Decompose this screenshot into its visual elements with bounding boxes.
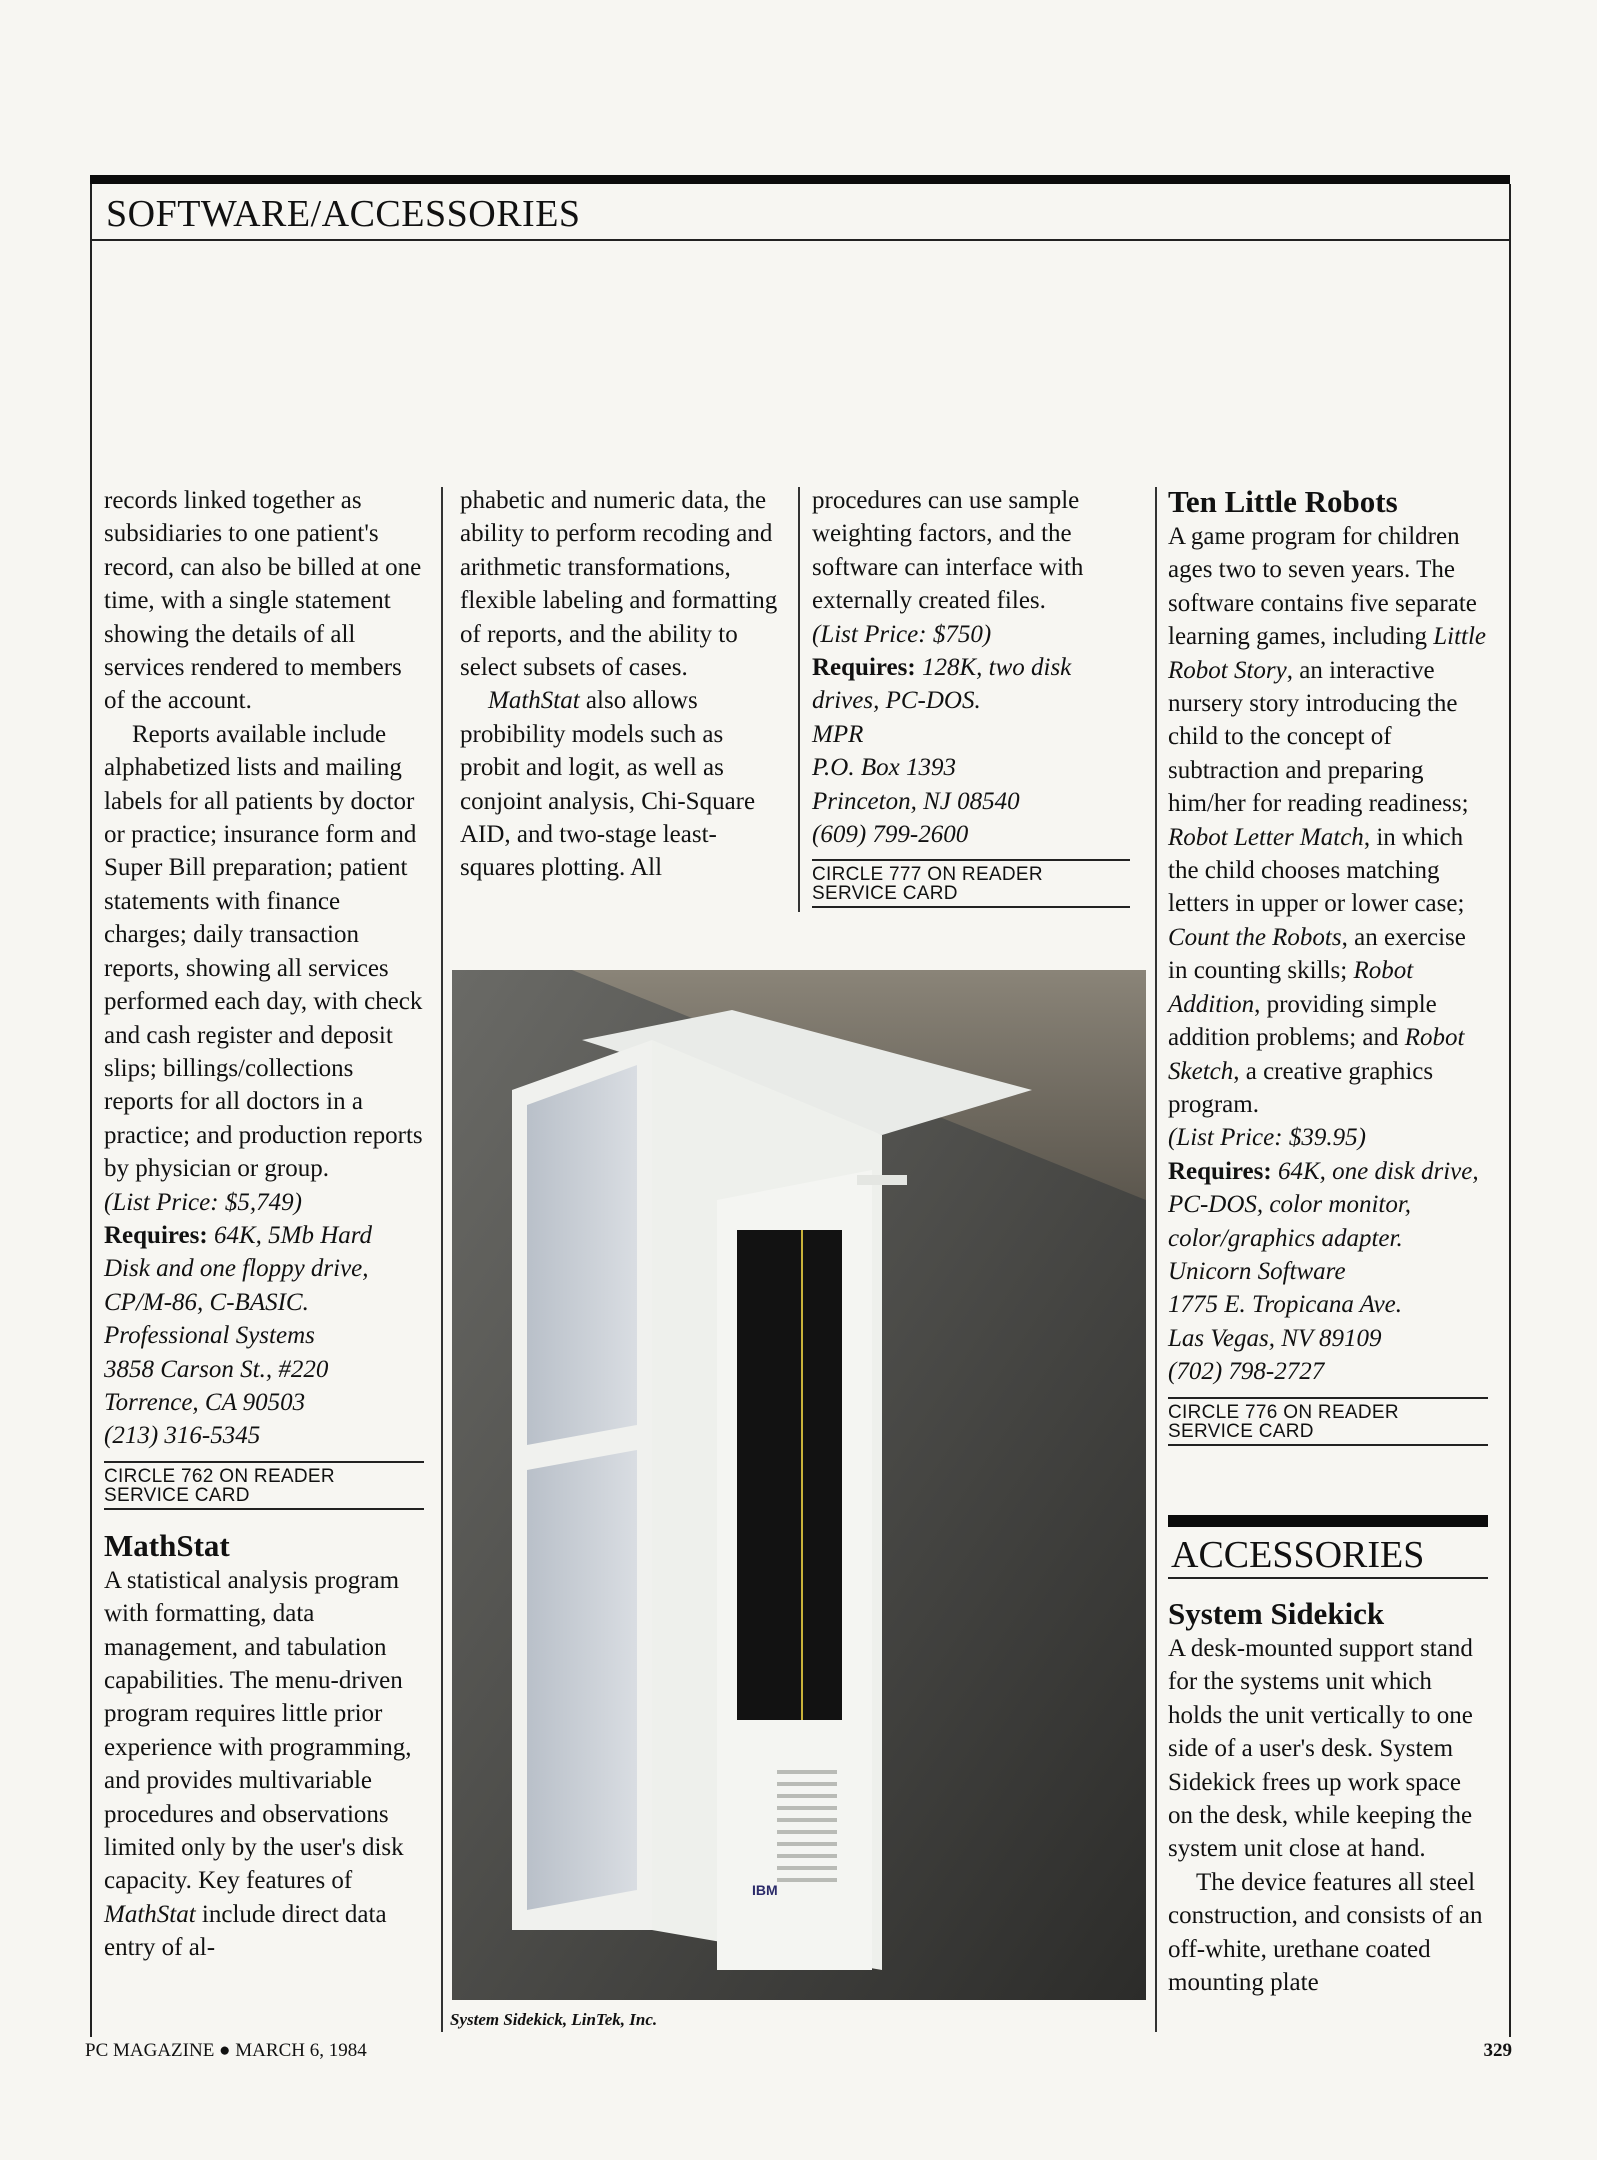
product-title: System Sidekick — [1168, 1596, 1385, 1631]
side-panel-upper — [527, 1065, 637, 1445]
side-panel-lower — [527, 1450, 637, 1910]
vendor-address: Las Vegas, NV 89109 — [1168, 1324, 1382, 1352]
support-rod — [857, 1175, 907, 1185]
vendor-address: Princeton, NJ 08540 — [812, 787, 1020, 815]
photo-caption: System Sidekick, LinTek, Inc. — [450, 2010, 658, 2029]
ibm-badge: IBM — [752, 1882, 778, 1898]
column-4 — [1168, 484, 1488, 1446]
reader-service-note: CIRCLE 762 ON READER SERVICE CARD — [104, 1461, 424, 1510]
system-sidekick-illustration — [452, 970, 1146, 2000]
requirements: Requires: 128K, two disk drives, PC-DOS. — [812, 654, 1072, 715]
vendor-address: 3858 Carson St., #220 — [104, 1355, 329, 1383]
vendor-address: Torrence, CA 90503 — [104, 1388, 306, 1416]
accessories-rule — [1168, 1515, 1488, 1527]
body-paragraph: phabetic and numeric data, the ability to perform recoding and arithmetic transformations, flexible labeling and formatting of reports, and the ability to select subsets of cases. — [460, 487, 778, 682]
body-paragraph: Reports available include alphabetized lists and mailing labels for all patients by doctor or practice; insurance form and Super Bill preparation; patient statements with finance charges; daily transaction reports, showing all services performed each day, with check and cash register and deposit slips; billings/collections reports for all doctors in a practice; and production reports by physician or group. — [104, 720, 423, 1183]
column-divider — [441, 487, 443, 2032]
body-paragraph: A statistical analysis program with formatting, data management, and tabulation capabilities. The menu-driven program requires little prior experience with programming, and provides multivariable procedures and observations limited only by the user's disk capacity. Key features of MathStat include direct data entry of al- — [104, 1566, 412, 1962]
product-title: MathStat — [104, 1527, 230, 1563]
body-paragraph: A desk-mounted support stand for the systems unit which holds the unit vertically to one side of a user's desk. System Sidekick frees up work space on the desk, while keeping the system unit close at hand. — [1168, 1635, 1473, 1863]
body-paragraph: procedures can use sample weighting factors, and the software can interface with externally created files. — [812, 487, 1084, 615]
top-rule — [90, 175, 1510, 184]
list-price: (List Price: $39.95) — [1168, 1124, 1366, 1152]
column-divider — [1155, 487, 1157, 2032]
page-number: 329 — [1483, 2040, 1512, 2061]
accessories-column — [1168, 1596, 1488, 1999]
product-title: Ten Little Robots — [1168, 484, 1398, 519]
footer-publication: PC MAGAZINE ● MARCH 6, 1984 — [85, 2040, 367, 2061]
vendor-name: Unicorn Software — [1168, 1257, 1346, 1285]
body-paragraph: The device features all steel construction, and consists of an off-white, urethane coated mounting plate — [1168, 1868, 1483, 1997]
accessories-header — [1168, 1527, 1488, 1579]
column-1 — [104, 484, 424, 1965]
vendor-phone: (213) 316-5345 — [104, 1422, 261, 1450]
accessories-title: ACCESSORIES — [1171, 1534, 1425, 1576]
reader-service-note: CIRCLE 777 ON READER SERVICE CARD — [812, 859, 1130, 908]
body-paragraph: A game program for children ages two to seven years. The software contains five separate learning games, including Little Robot Story, an interactive nursery story introducing the child to the concept of subtraction and preparing him/her for reading readiness; Robot Letter Match, in which the child chooses matching letters in upper or lower case; Count the Robots, an exercise in counting skills; Robot Addition, providing simple addition problems; and Robot Sketch, a creative graphics program. — [1168, 523, 1487, 1118]
requirements: Requires: 64K, 5Mb Hard Disk and one floppy drive, CP/M-86, C-BASIC. — [104, 1221, 373, 1316]
vendor-phone: (702) 798-2727 — [1168, 1358, 1325, 1386]
list-price: (List Price: $5,749) — [104, 1188, 302, 1216]
vendor-name: Professional Systems — [104, 1322, 315, 1350]
vendor-address: 1775 E. Tropicana Ave. — [1168, 1291, 1403, 1319]
section-title: SOFTWARE/ACCESSORIES — [106, 193, 581, 235]
section-header — [90, 184, 1510, 241]
body-paragraph: MathStat also allows probibility models such as probit and logit, as well as conjoint analysis, Chi-Square AID, and two-stage least-squares plotting. All — [460, 687, 756, 882]
requirements: Requires: 64K, one disk drive, PC-DOS, color monitor, color/graphics adapter. — [1168, 1157, 1479, 1252]
vendor-address: P.O. Box 1393 — [812, 754, 956, 782]
vendor-name: MPR — [812, 720, 864, 748]
list-price: (List Price: $750) — [812, 620, 992, 648]
column-2 — [460, 484, 778, 885]
body-paragraph: records linked together as subsidiaries to one patient's record, can also be billed at one time, with a single statement showing the details of all services rendered to members of the account. — [104, 487, 422, 715]
reader-service-note: CIRCLE 776 ON READER SERVICE CARD — [1168, 1397, 1488, 1446]
column-divider — [798, 487, 800, 912]
vendor-phone: (609) 799-2600 — [812, 821, 969, 849]
column-3 — [812, 484, 1130, 908]
drive-bay-panel — [737, 1230, 842, 1720]
product-photo — [452, 970, 1146, 2000]
